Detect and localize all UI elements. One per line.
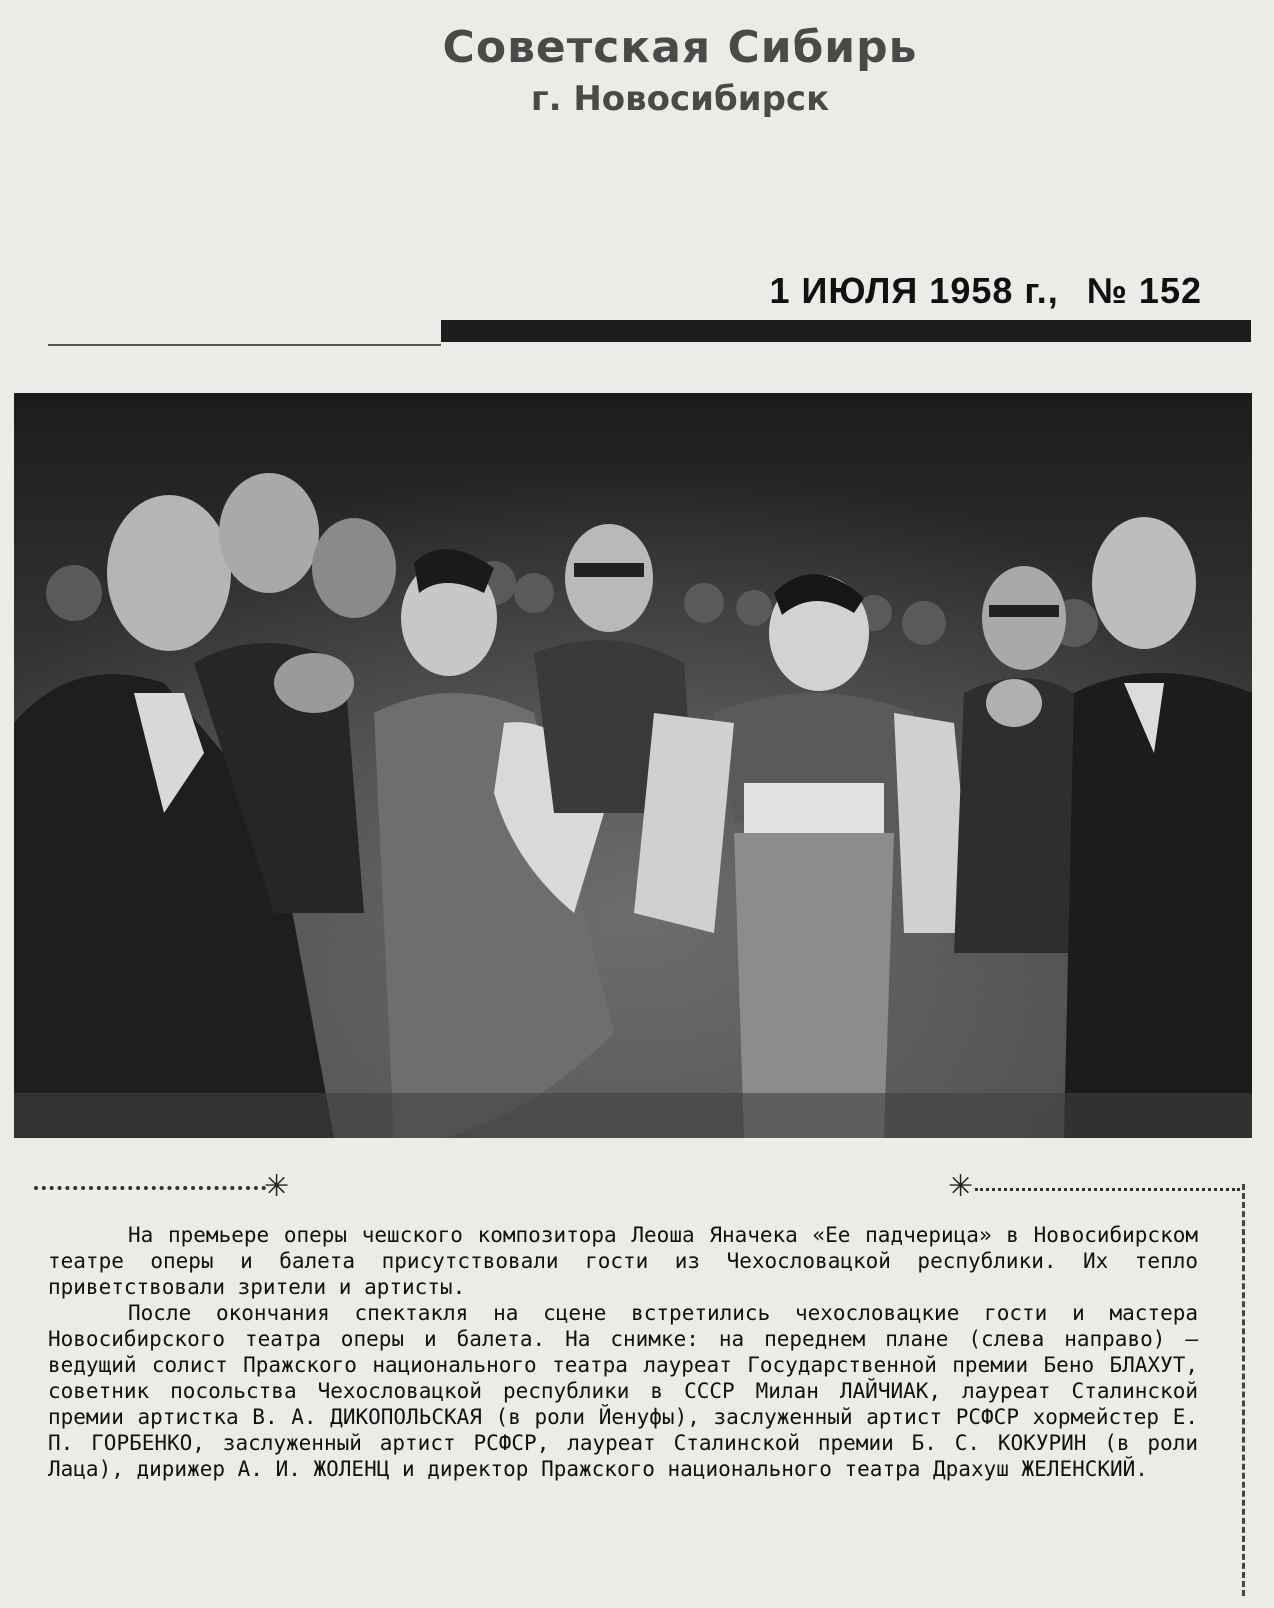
newspaper-name: Советская Сибирь <box>442 22 918 73</box>
issue-number: № 152 <box>1086 270 1202 311</box>
issue-line <box>770 270 1202 312</box>
asterisk-ornament-right: ✳ <box>948 1169 974 1204</box>
header-rule-thick <box>441 320 1251 342</box>
caption-paragraph: После окончания спектакля на сцене встретились чехословацкие гости и мастера Новосибирского театра оперы и балета. На снимке: на переднем плане (слева направо) — ведущий солист Пражского национального театра лауреат Государственной премии Бено БЛАХУТ, советник посольства Чехословацкой республики в СССР Милан ЛАЙЧИАК, лауреат Сталинской премии артистка В. А. ДИКОПОЛЬСКАЯ (в роли Йенуфы), заслуженный артист РСФСР хормейстер Е. П. ГОРБЕНКО, заслуженный артист РСФСР, лауреат Сталинской премии Б. С. КОКУРИН (в роли Лаца), дирижер А. И. ЖОЛЕНЦ и директор Пражского национального театра Драхуш ЖЕЛЕНСКИЙ. <box>48 1301 1198 1481</box>
asterisk-ornament-left: ✳ <box>264 1169 290 1204</box>
header-rule-thin <box>48 344 441 346</box>
caption-paragraph: На премьере оперы чешского композитора Леоша Яначека «Ее падчерица» в Новосибирском театре оперы и балета присутствовали гости из Чехословацкой республики. Их тепло приветствовали зрители и артисты. <box>48 1223 1198 1299</box>
issue-date: 1 ИЮЛЯ 1958 г., <box>769 270 1059 311</box>
photograph-icon <box>14 393 1252 1138</box>
newspaper-stamp <box>400 20 960 122</box>
photo-caption <box>48 1222 1198 1482</box>
photograph <box>14 393 1252 1138</box>
newspaper-city: г. Новосибирск <box>530 79 830 119</box>
